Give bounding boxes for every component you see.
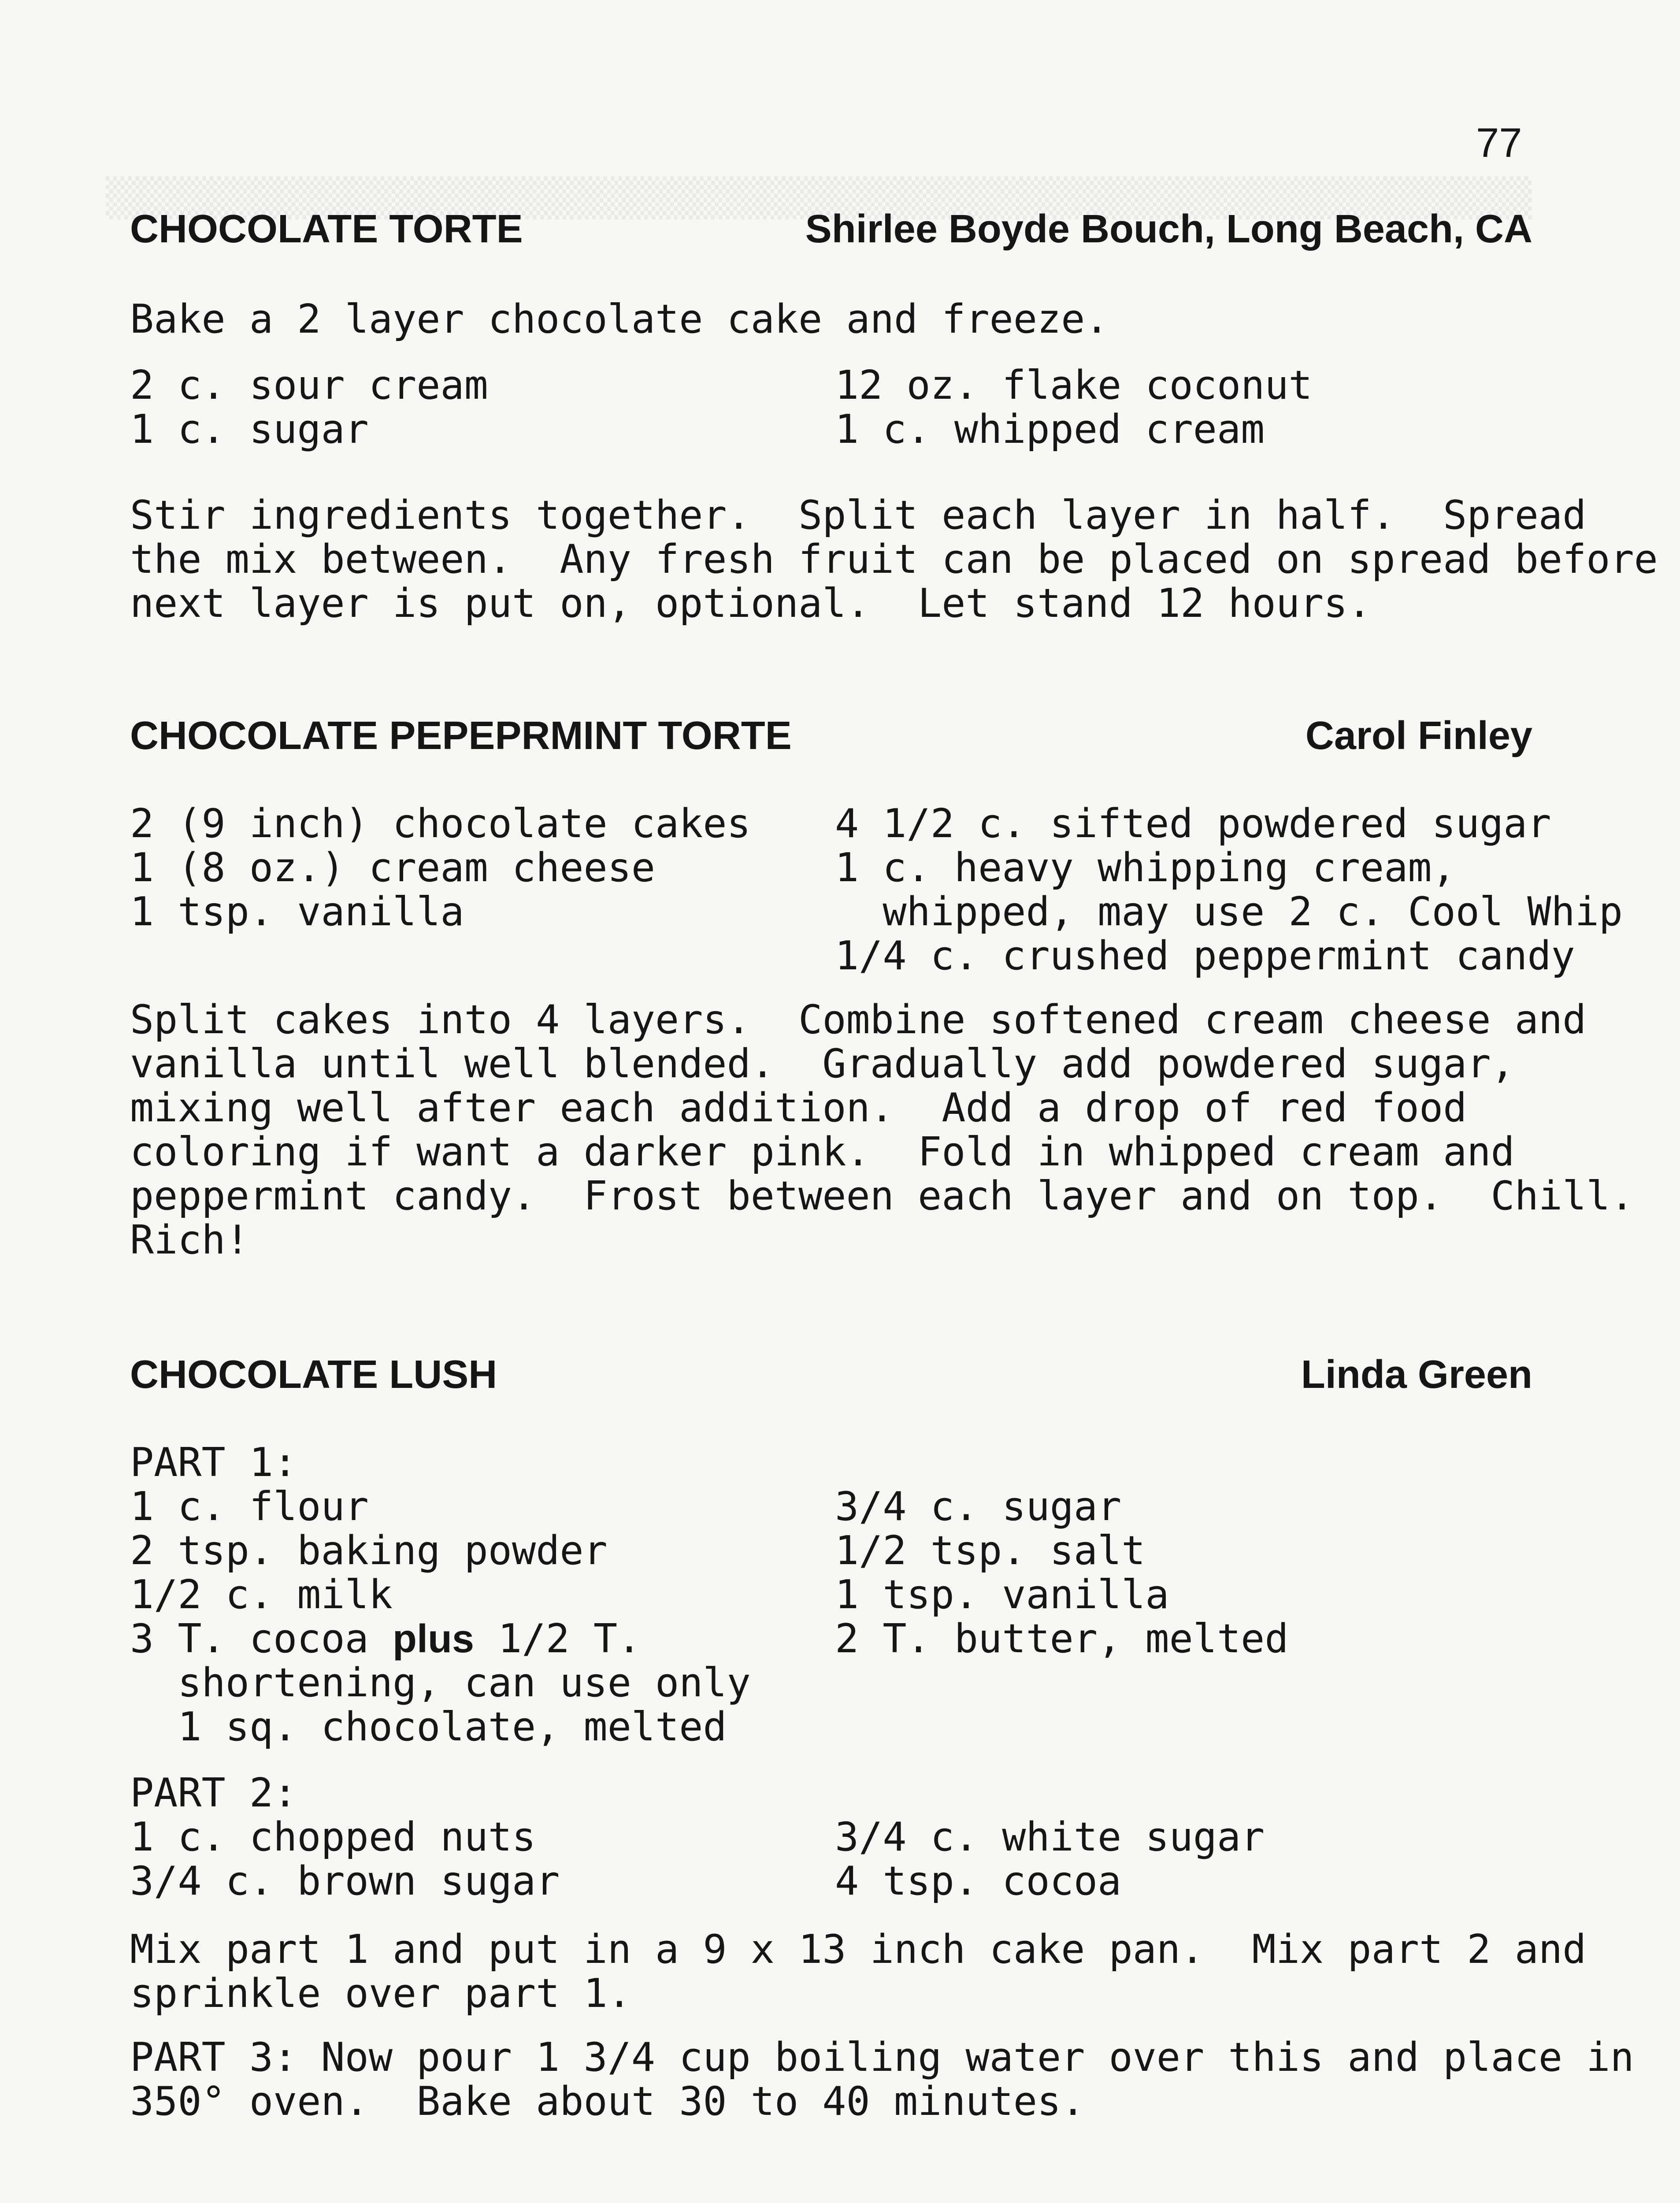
ingredient-left: 1 tsp. vanilla (130, 889, 464, 935)
ingredient-left: 2 (9 inch) chocolate cakes (130, 801, 751, 847)
recipe-author: Carol Finley (1305, 714, 1532, 758)
ingredient-right: 4 1/2 c. sifted powdered sugar (835, 801, 1551, 847)
directions-line: Mix part 1 and put in a 9 x 13 inch cake pan. Mix part 2 and (130, 1926, 1587, 1973)
directions-line: peppermint candy. Frost between each layer and on top. Chill. (130, 1173, 1634, 1219)
recipe-author: Shirlee Boyde Bouch, Long Beach, CA (805, 207, 1532, 251)
directions-line: Stir ingredients together. Split each layer in half. Spread (130, 492, 1587, 538)
ingredient-right: 3/4 c. sugar (835, 1484, 1122, 1530)
ingredient-left: 1 c. flour (130, 1484, 369, 1530)
directions-line: PART 3: Now pour 1 3/4 cup boiling water over this and place in (130, 2034, 1634, 2081)
ingredient-right: 1 c. whipped cream (835, 406, 1265, 452)
ingredient-left: 1 (8 oz.) cream cheese (130, 845, 656, 891)
ingredient-left: shortening, can use only (130, 1660, 751, 1706)
cocoa-text: 3 T. cocoa (130, 1616, 393, 1662)
directions-line: mixing well after each addition. Add a drop of red food (130, 1085, 1467, 1131)
ingredient-left: 3/4 c. brown sugar (130, 1858, 560, 1904)
ingredient-left: 2 tsp. baking powder (130, 1528, 608, 1574)
ingredient-right: 1/2 tsp. salt (835, 1528, 1146, 1574)
ingredient-left (130, 1617, 641, 1661)
directions-line: Rich! (130, 1217, 249, 1263)
ingredient-right: whipped, may use 2 c. Cool Whip (835, 889, 1623, 935)
directions-line: coloring if want a darker pink. Fold in whipped cream and (130, 1129, 1515, 1175)
recipe-title: CHOCOLATE PEPEPRMINT TORTE (130, 714, 792, 758)
ingredient-left: 1 sq. chocolate, melted (130, 1704, 727, 1750)
directions-line: the mix between. Any fresh fruit can be placed on spread before (130, 536, 1658, 582)
ingredient-left: 1 c. chopped nuts (130, 1814, 536, 1860)
directions-line: vanilla until well blended. Gradually add powdered sugar, (130, 1041, 1515, 1087)
bleed-through-texture: ▒▒▒▒▒▒▒▒▒▒▒▒▒▒▒▒▒▒▒▒▒▒▒▒▒▒▒▒▒▒▒▒▒▒▒▒▒▒▒▒▒▒▒▒▒▒▒▒▒▒▒▒▒▒▒▒▒▒▒▒▒▒▒▒ (106, 176, 1532, 219)
ingredient-left: 1 c. sugar (130, 406, 369, 452)
page-number: 77 (1476, 119, 1522, 166)
ingredient-left: 2 c. sour cream (130, 362, 488, 408)
ingredient-right: 2 T. butter, melted (835, 1616, 1289, 1662)
recipe-author: Linda Green (1301, 1353, 1532, 1397)
recipe-intro: Bake a 2 layer chocolate cake and freeze. (130, 296, 1109, 342)
recipe-title: CHOCOLATE LUSH (130, 1353, 497, 1397)
part-label: PART 1: (130, 1439, 297, 1486)
ingredient-right: 1 c. heavy whipping cream, (835, 845, 1456, 891)
ingredient-right: 12 oz. flake coconut (835, 362, 1313, 408)
directions-line: 350° oven. Bake about 30 to 40 minutes. (130, 2078, 1085, 2125)
recipe-title: CHOCOLATE TORTE (130, 207, 523, 251)
directions-line: next layer is put on, optional. Let stand 12 hours. (130, 580, 1372, 627)
directions-line: Split cakes into 4 layers. Combine softened cream cheese and (130, 997, 1587, 1043)
ingredient-left: 1/2 c. milk (130, 1572, 393, 1618)
directions-line: sprinkle over part 1. (130, 1970, 631, 2017)
ingredient-right: 1/4 c. crushed peppermint candy (835, 933, 1575, 979)
cocoa-text-cont: 1/2 T. (474, 1616, 642, 1662)
plus-bold-text: plus (393, 1617, 475, 1661)
ingredient-right: 3/4 c. white sugar (835, 1814, 1265, 1860)
ingredient-right: 1 tsp. vanilla (835, 1572, 1169, 1618)
ingredient-right: 4 tsp. cocoa (835, 1858, 1122, 1904)
part-label: PART 2: (130, 1770, 297, 1816)
